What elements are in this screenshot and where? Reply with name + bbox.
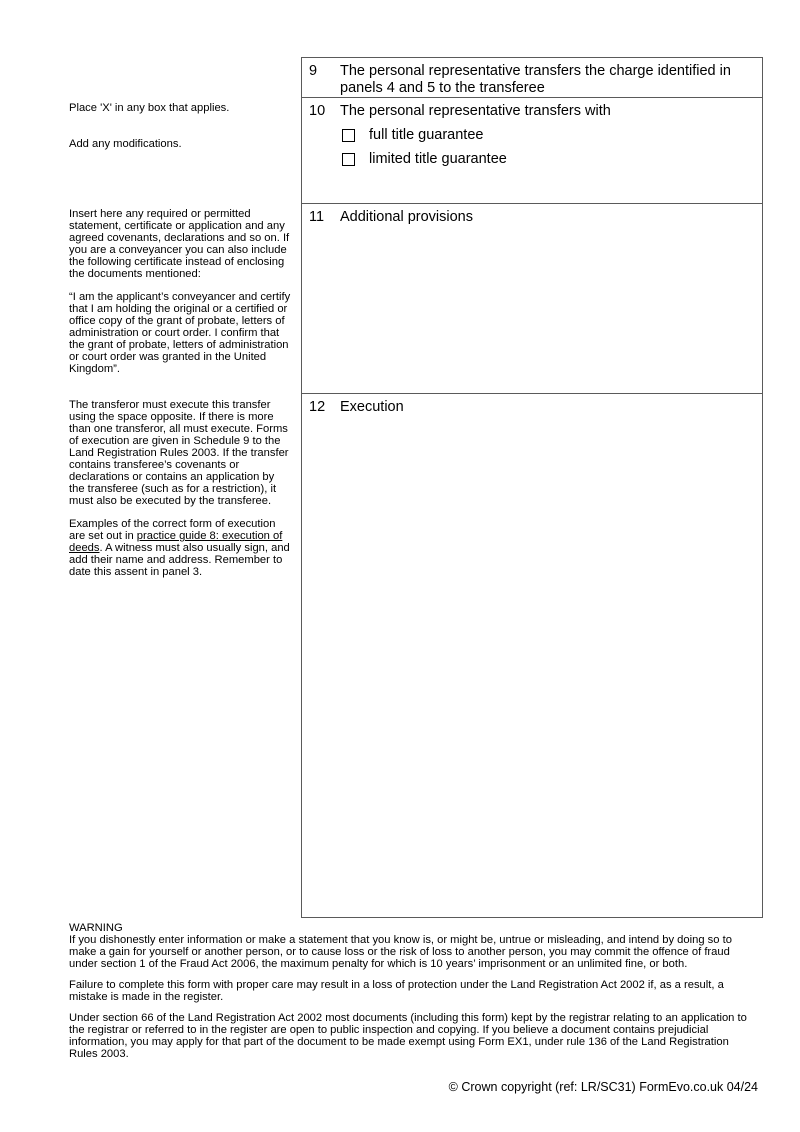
panel-10-note-modifications: Add any modifications. bbox=[69, 138, 182, 150]
full-title-guarantee-option[interactable] bbox=[342, 126, 483, 144]
full-title-guarantee-checkbox[interactable] bbox=[342, 129, 355, 142]
panel-10-number: 10 bbox=[309, 103, 326, 119]
panel-12-note bbox=[69, 399, 291, 578]
panel-10-text: The personal representative transfers with bbox=[340, 103, 611, 119]
panel-11-note-certificate: “I am the applicant’s conveyancer and certify that I am holding the original or a certified or office copy of the grant of probate, letters of administration or court order. I confirm that the grant of probate, letters of administration or court order was granted in the United Kingdom”. bbox=[69, 291, 291, 375]
panel-10-note-x: Place 'X' in any box that applies. bbox=[69, 102, 230, 114]
panel-12-note-examples: Examples of the correct form of execution are set out in practice guide 8: execution of deeds. A witness must also usually sign, and add their name and address. Remember to date this assent in panel 3. bbox=[69, 518, 290, 578]
panel-12-title: Execution bbox=[340, 399, 404, 415]
panel-11[interactable] bbox=[301, 203, 763, 394]
panel-9-number: 9 bbox=[309, 63, 318, 79]
panel-12-note-execution: The transferor must execute this transfer using the space opposite. If there is more than one transferor, all must execute. Forms of execution are given in Schedule 9 to the Land Registration Rules 2003. If the transfer contains transferee’s covenants or declarations or contains an application by the transferee (such as for a restriction), it must also be executed by the transferee. bbox=[69, 399, 289, 507]
panel-11-note bbox=[69, 208, 291, 375]
warning-section bbox=[69, 922, 754, 1060]
panel-11-number: 11 bbox=[309, 209, 325, 225]
limited-title-guarantee-label: limited title guarantee bbox=[369, 150, 507, 167]
panel-11-note-instructions: Insert here any required or permitted statement, certificate or application and any agreed covenants, declarations and so on. If you are a conveyancer you can also include the following certificate instead of enclosing the documents mentioned: bbox=[69, 208, 290, 280]
warning-inspection-text: Under section 66 of the Land Registration Act 2002 most documents (including this form) kept by the registrar relating to an application to the registrar or referred to in the register are open to public inspection and copying. If you believe a document contains prejudicial information, you may apply for that part of the document to be made exempt using Form EX1, under rule 136 of the Land Registration Rules 2003. bbox=[69, 1012, 747, 1060]
full-title-guarantee-label: full title guarantee bbox=[369, 126, 484, 143]
practice-guide-link[interactable]: practice guide 8: execution of deeds bbox=[69, 530, 283, 554]
copyright-footer: © Crown copyright (ref: LR/SC31) FormEvo.co.uk 04/24 bbox=[448, 1080, 758, 1094]
panel-9-text: The personal representative transfers the charge identified in panels 4 and 5 to the transferee bbox=[340, 63, 731, 96]
panel-12[interactable] bbox=[301, 393, 763, 918]
warning-fraud-text: If you dishonestly enter information or make a statement that you know is, or might be, untrue or misleading, and intend by doing so to make a gain for yourself or another person, or to cause loss or the risk of loss to another person, you may commit the offence of fraud under section 1 of the Fraud Act 2006, the maximum penalty for which is 10 years’ imprisonment or an unlimited fine, or both. bbox=[69, 934, 732, 970]
limited-title-guarantee-option[interactable] bbox=[342, 150, 507, 168]
panel-11-title: Additional provisions bbox=[340, 209, 473, 225]
warning-care-text: Failure to complete this form with proper care may result in a loss of protection under the Land Registration Act 2002 if, as a result, a mistake is made in the register. bbox=[69, 979, 724, 1003]
panel-9 bbox=[301, 57, 763, 98]
warning-heading: WARNING bbox=[69, 922, 123, 934]
panel-10 bbox=[301, 97, 763, 204]
limited-title-guarantee-checkbox[interactable] bbox=[342, 153, 355, 166]
panel-12-number: 12 bbox=[309, 399, 326, 415]
